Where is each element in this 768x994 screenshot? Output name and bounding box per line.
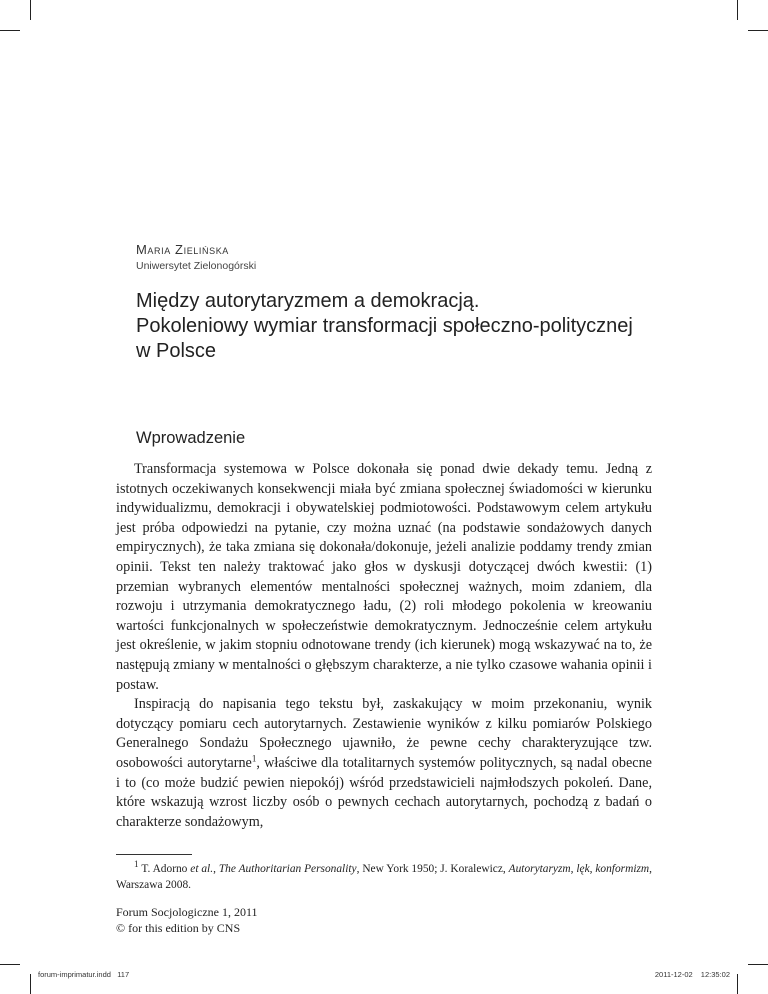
title-line: Między autorytaryzmem a demokracją. <box>136 290 480 312</box>
crop-mark-bottom-left-vertical <box>30 974 31 994</box>
body-paragraph: Transformacja systemowa w Polsce dokonała się ponad dwie dekady temu. Jedną z istotnych oczekiwanych konsekwencji miała być zmiana społecznej świadomości w kierunku indywidualizmu, demokracji i obywatelskiej podmiotowości. Podstawowym celem artykułu jest próba odpowiedzi na pytanie, czy można uznać (na podstawie sondażowych danych empirycznych), że taka zmiana się dokonała/dokonuje, jeżeli analizie poddamy trendy zmian opinii. Tekst ten należy traktować jako głos w dyskusji dotyczącej dwóch kwestii: (1) przemian wybranych elementów mentalności społecznej ważnych, moim zdaniem, dla rozwoju i utrzymania demokratycznego ładu, (2) roli młodego pokolenia w kreowaniu wartości funkcjonalnych w społeczeństwie demokratycznym. Jednocześnie celem artykułu jest określenie, w jakim stopniu odnotowane trendy (ich kierunek) mogą wskazywać na to, że następują zmiany w mentalności o głębszym charakterze, a nie tylko czasowe wahania opinii i postaw. <box>116 461 652 693</box>
print-slug-timestamp <box>655 970 730 979</box>
crop-mark-top-left-horizontal <box>0 30 20 31</box>
print-slug-file: forum-imprimatur.indd 117 <box>38 970 130 979</box>
author-name: Maria Zielińska <box>136 242 229 257</box>
journal-info <box>116 904 258 936</box>
section-heading: Wprowadzenie <box>136 429 246 447</box>
print-slug-date: 2011-12-02 <box>654 970 693 979</box>
footnote-mark: 1 <box>134 859 139 870</box>
title-line: w Polsce <box>136 340 217 362</box>
footnote-divider <box>116 854 192 855</box>
author-affiliation: Uniwersytet Zielonogórski <box>136 260 257 272</box>
crop-mark-bottom-right-horizontal <box>748 964 768 965</box>
journal-issue: Forum Socjologiczne 1, 2011 <box>116 905 258 919</box>
footnote: $^1$ T. Adorno et al., The Authoritarian Personality, New York 1950; J. Koralewicz, Autorytaryzm, lęk, konformizm, Warszawa 2008. <box>116 859 653 891</box>
print-slug-time: 12:35:02 <box>700 970 730 979</box>
author-block <box>136 242 256 273</box>
paragraph-text: Inspiracją do napisania tego tekstu był, zaskakujący w moim przekonaniu, wynik dotyczący pomiaru cech autorytarnych. Zestawienie wyników z kilku pomiarów Polskiego Generalnego Sondażu Społecznego ujawniło, że pewne cechy charakteryzujące tzw. osobowości autorytarne <box>116 696 652 771</box>
journal-copyright: © for this edition by CNS <box>116 921 241 935</box>
crop-mark-bottom-right-vertical <box>737 974 738 994</box>
title-line: Pokoleniowy wymiar transformacji społeczno-politycznej <box>136 315 633 337</box>
crop-mark-top-right-vertical <box>737 0 738 20</box>
crop-mark-top-right-horizontal <box>748 30 768 31</box>
crop-mark-top-left-vertical <box>30 0 31 20</box>
crop-mark-bottom-left-horizontal <box>0 964 20 965</box>
article-body <box>116 460 652 832</box>
article-title <box>136 289 676 364</box>
footnote-reference[interactable]: 1 <box>251 753 257 764</box>
paragraph-text: , właściwe dla totalitarnych systemów politycznych, są nadal obecne i to (co może budzić pewien niepokój) wśród przedstawicieli najmłodszych pokoleń. Dane, które wskazują wzrost liczby osób o pewnych cechach autorytarnych, pochodzą z badań o charakterze sondażowym, <box>116 754 652 830</box>
body-paragraph <box>116 695 652 832</box>
